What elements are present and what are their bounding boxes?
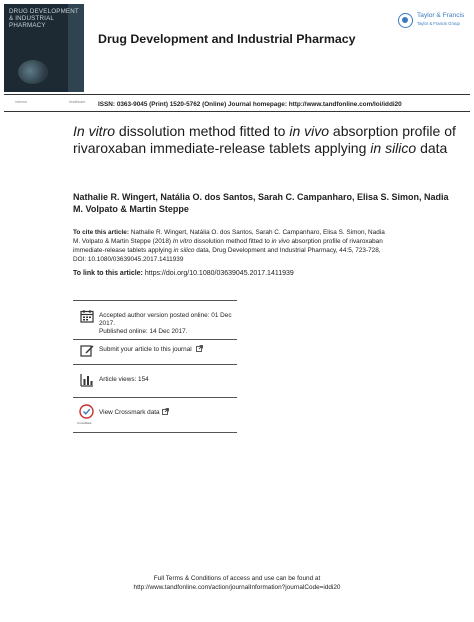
taylor-francis-logo-icon	[398, 13, 413, 28]
info-divider-bottom	[73, 432, 237, 433]
cover-title: DRUG DEVELOPMENT & INDUSTRIAL PHARMACY	[9, 8, 79, 29]
article-title	[73, 123, 458, 157]
journal-title[interactable]: Drug Development and Industrial Pharmacy	[98, 32, 356, 46]
header-rule	[4, 94, 470, 95]
title-part-1: In vitro	[73, 123, 116, 139]
terms-footer	[100, 574, 374, 592]
terms-line: Full Terms & Conditions of access and use can be found at	[153, 575, 321, 582]
link-label: To link to this article:	[73, 270, 143, 277]
publisher-logo-group: Taylor & Francis Group	[417, 21, 460, 26]
crossmark-label: View Crossmark data	[99, 409, 160, 416]
citation-label: To cite this article:	[73, 229, 129, 236]
publication-dates	[99, 312, 237, 336]
bar-chart-icon	[80, 373, 94, 387]
issn-line[interactable]: ISSN: 0363-9045 (Print) 1520-5762 (Online) Journal homepage: http://www.tandfonline.com/loi/iddi20	[98, 101, 402, 108]
submit-article-link[interactable]	[99, 345, 203, 354]
tiny-label-right: healthcare	[69, 100, 86, 104]
title-part-6: data	[416, 140, 448, 156]
external-link-icon	[162, 408, 169, 415]
info-divider-1	[73, 339, 237, 340]
citation-block: To cite this article: Nathalie R. Wingert, Natália O. dos Santos, Sarah C. Campanharo, Elisa S. Simon, Nadia M. Volpato & Martin Steppe (2018) In vitro dissolution method fitted to in vivo absorption profile of rivaroxaban immediate-release tablets applying in silico data, Drug Development and Industrial Pharmacy, 44:5, 723-728, DOI: 10.1080/03639045.2017.1411939	[73, 229, 385, 263]
calendar-icon	[80, 309, 94, 323]
article-link-line	[73, 270, 393, 277]
edit-icon	[80, 343, 94, 357]
journal-cover-image	[4, 4, 84, 92]
publisher-logo-name: Taylor & Francis	[417, 12, 465, 19]
issn-rule	[4, 111, 470, 112]
external-link-icon	[196, 345, 203, 352]
doi-link[interactable]: https://doi.org/10.1080/03639045.2017.1411939	[144, 270, 294, 277]
crossmark-badge-label: CrossMark	[77, 421, 92, 425]
terms-url[interactable]: http://www.tandfonline.com/action/journalInformation?journalCode=iddi20	[133, 584, 341, 591]
info-divider-2	[73, 364, 237, 365]
crossmark-link[interactable]	[99, 408, 169, 417]
title-part-5: in silico	[370, 140, 417, 156]
info-divider-3	[73, 397, 237, 398]
accepted-date: Accepted author version posted online: 01 Dec 2017.	[99, 312, 232, 327]
title-part-3: in vivo	[289, 123, 330, 139]
title-part-4: absorption profile of rivaroxaban immediate-release tablets applying	[73, 123, 456, 156]
published-date: Published online: 14 Dec 2017.	[99, 328, 188, 335]
submit-article-label: Submit your article to this journal	[99, 346, 192, 353]
article-views: Article views: 154	[99, 376, 149, 383]
tiny-label-left: informa	[15, 100, 27, 104]
cover-graphic	[18, 60, 48, 84]
title-part-2: dissolution method fitted to	[115, 123, 290, 139]
info-divider-top	[73, 300, 237, 301]
article-authors: Nathalie R. Wingert, Natália O. dos Santos, Sarah C. Campanharo, Elisa S. Simon, Nadia M. Volpato & Martin Steppe	[73, 192, 449, 214]
publisher-logo	[398, 11, 472, 31]
